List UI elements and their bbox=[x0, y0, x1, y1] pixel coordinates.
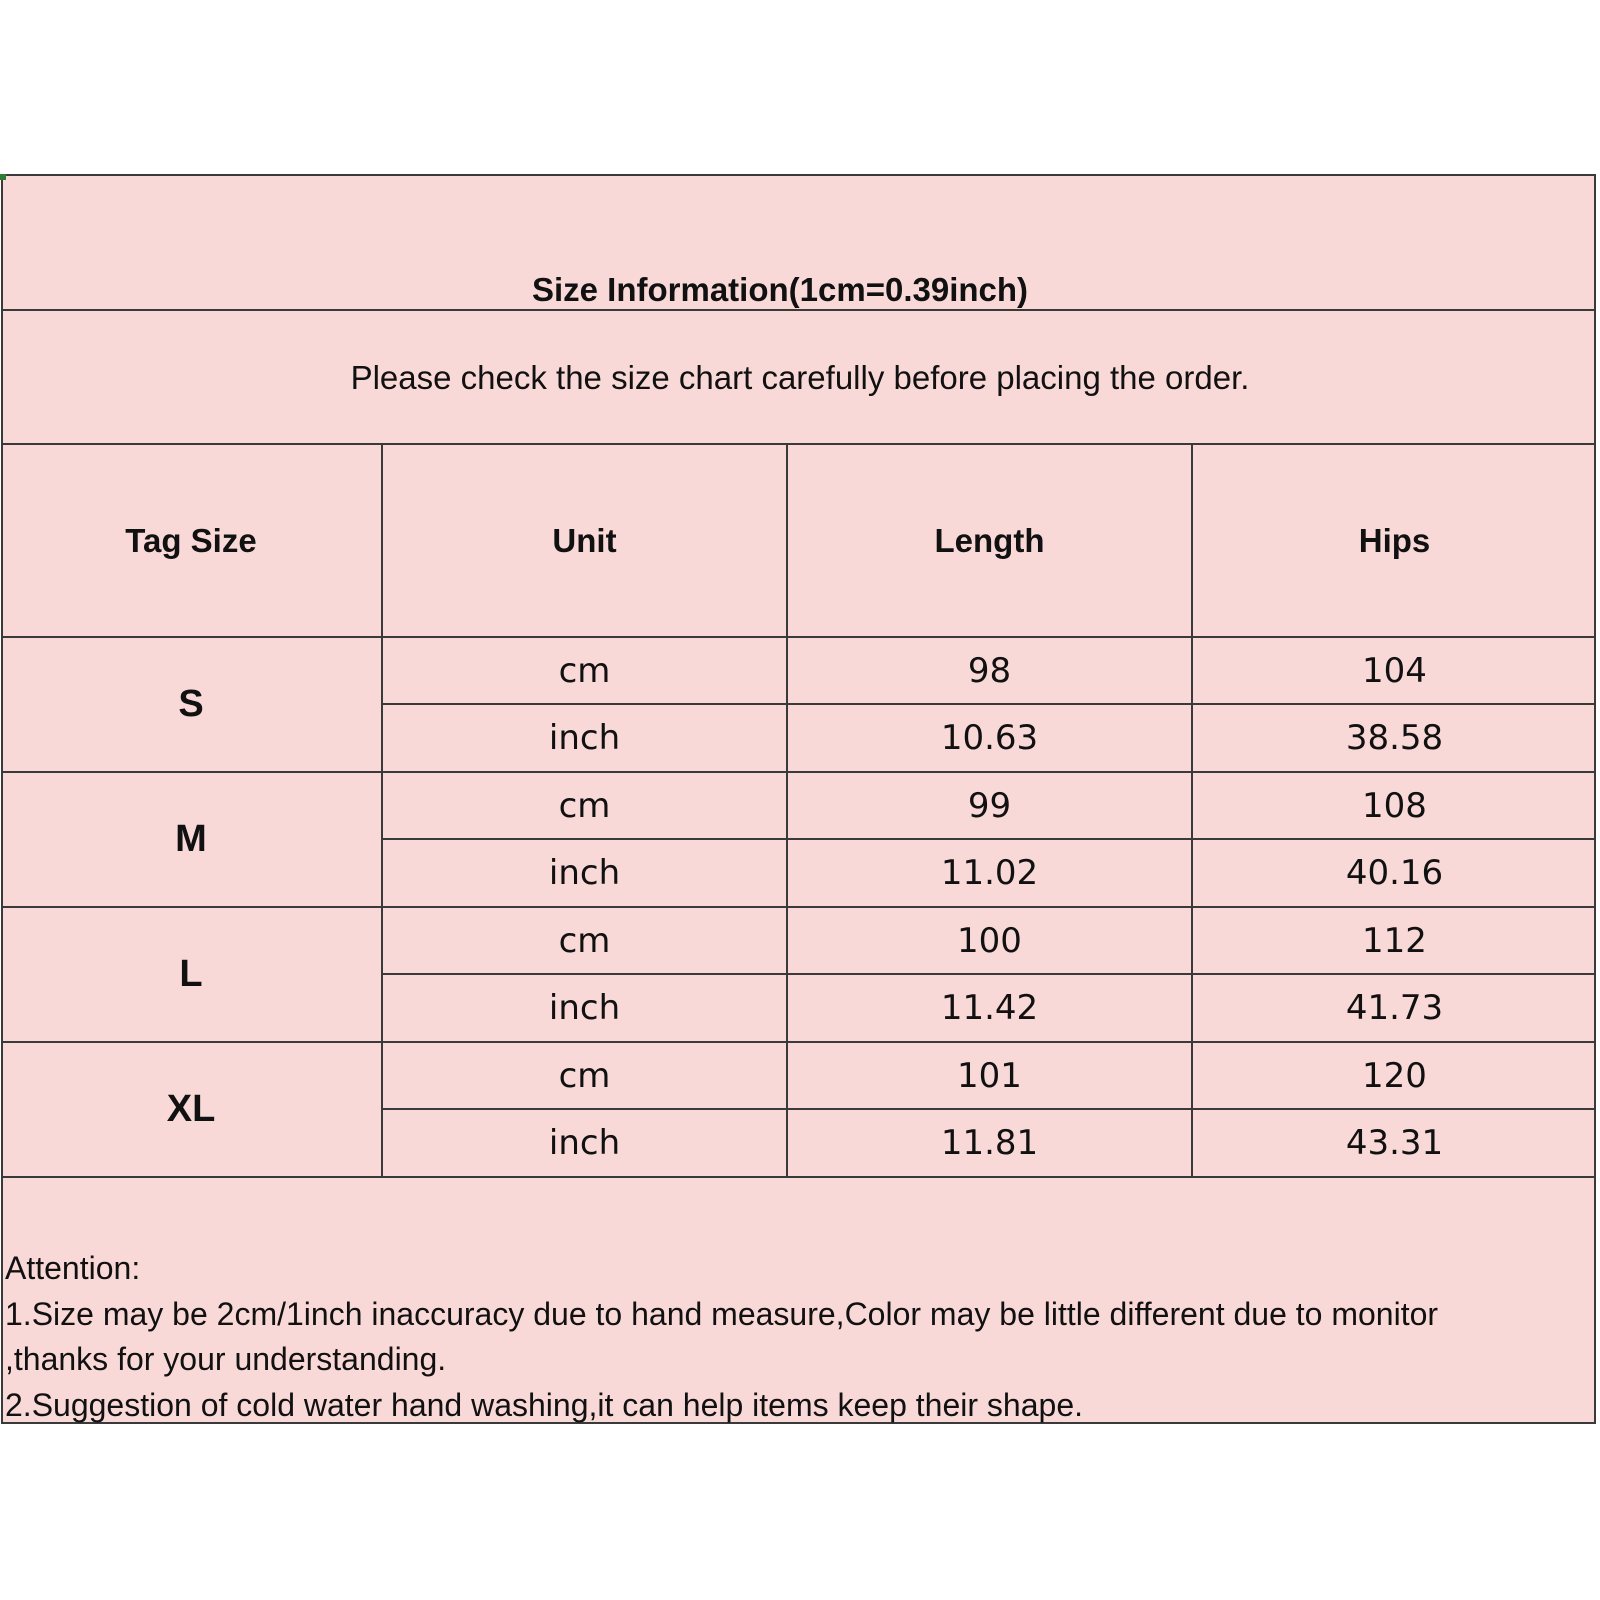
hips-cell: 43.31 bbox=[1345, 1123, 1444, 1163]
attention-heading: Attention: bbox=[5, 1250, 141, 1286]
row-divider bbox=[1, 1176, 1596, 1178]
unit-cell: inch bbox=[548, 1123, 621, 1163]
hips-cell: 38.58 bbox=[1345, 718, 1444, 758]
tag-size-s: S bbox=[178, 683, 204, 725]
length-cell: 11.02 bbox=[940, 853, 1039, 893]
divider bbox=[1, 309, 1596, 311]
divider bbox=[1, 443, 1596, 445]
attention-notes bbox=[5, 1246, 1595, 1428]
chart-subtitle: Please check the size chart carefully before placing the order. bbox=[350, 359, 1250, 396]
length-cell: 10.63 bbox=[940, 718, 1039, 758]
hips-cell: 41.73 bbox=[1345, 988, 1444, 1028]
length-cell: 11.42 bbox=[940, 988, 1039, 1028]
attention-note-1-continued: ,thanks for your understanding. bbox=[5, 1341, 447, 1377]
chart-title: Size Information(1cm=0.39inch) bbox=[531, 271, 1029, 308]
tag-size-m: M bbox=[175, 818, 207, 860]
hips-cell: 40.16 bbox=[1345, 853, 1444, 893]
header-tag-size: Tag Size bbox=[125, 522, 257, 559]
header-unit: Unit bbox=[552, 522, 617, 559]
attention-note-2: 2.Suggestion of cold water hand washing,it can help items keep their shape. bbox=[5, 1386, 1083, 1423]
length-cell: 99 bbox=[967, 785, 1012, 826]
tag-size-l: L bbox=[179, 953, 203, 995]
length-cell: 98 bbox=[967, 650, 1012, 691]
hips-cell: 120 bbox=[1362, 1055, 1427, 1096]
length-cell: 11.81 bbox=[940, 1123, 1039, 1163]
tag-size-xl: XL bbox=[166, 1088, 216, 1130]
unit-cell: cm bbox=[558, 650, 611, 691]
length-cell: 100 bbox=[957, 920, 1022, 961]
attention-note-1: 1.Size may be 2cm/1inch inaccuracy due to hand measure,Color may be little different due to monitor bbox=[5, 1295, 1439, 1332]
unit-cell: inch bbox=[548, 853, 621, 893]
unit-cell: cm bbox=[558, 785, 611, 826]
hips-cell: 108 bbox=[1362, 785, 1427, 826]
hips-cell: 112 bbox=[1362, 920, 1427, 961]
hips-cell: 104 bbox=[1362, 650, 1427, 691]
unit-cell: cm bbox=[558, 1055, 611, 1096]
corner-marker bbox=[0, 174, 6, 180]
unit-cell: inch bbox=[548, 718, 621, 758]
header-hips: Hips bbox=[1358, 522, 1431, 559]
length-cell: 101 bbox=[957, 1055, 1022, 1096]
unit-cell: inch bbox=[548, 988, 621, 1028]
header-length: Length bbox=[934, 522, 1045, 559]
unit-cell: cm bbox=[558, 920, 611, 961]
